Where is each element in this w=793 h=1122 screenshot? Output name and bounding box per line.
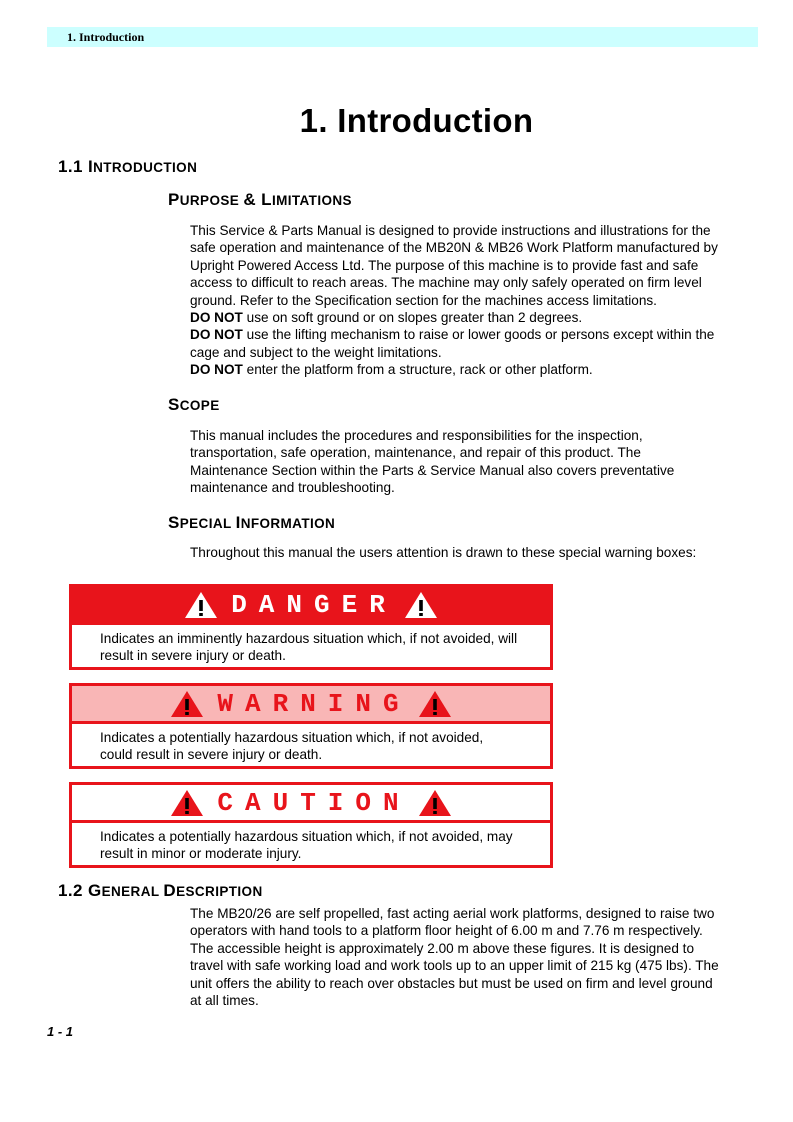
rule-3: DO NOT enter the platform from a structure, rack or other platform. — [190, 362, 593, 378]
general-description-paragraph: The MB20/26 are self propelled, fast acting aerial work platforms, designed to raise two operators with hand tools to a platform floor height of 6.00 m and 7.76 m respectively. The accessible height is approximately 2.00 m above these figures. It is designed to travel with safe working load and work tools up to an upper limit of 215 kg (475 lbs). The unit offers the ability to reach over obstacles but must be used on firm and level ground at all times. — [190, 906, 719, 1009]
running-header-label: 1. Introduction — [67, 30, 145, 44]
caution-banner — [72, 785, 550, 823]
page-number: 1 - 1 — [47, 1024, 74, 1039]
danger-word: DANGER — [231, 589, 397, 620]
warning-triangle-icon — [183, 590, 219, 620]
warning-triangle-icon — [417, 689, 453, 719]
danger-box — [69, 584, 553, 670]
caution-text: Indicates a potentially hazardous situation which, if not avoided, may result in minor or moderate injury. — [100, 829, 513, 862]
caution-box — [69, 782, 553, 868]
warning-triangle-icon — [417, 788, 453, 818]
scope-paragraph: This manual includes the procedures and responsibilities for the inspection, transportation, safe operation, maintenance, and repair of this product. The Maintenance Section within the Parts & Service Manual also covers preventative maintenance and troubleshooting. — [190, 428, 675, 496]
scope-heading: SCOPE — [168, 395, 220, 414]
warning-banner — [72, 686, 550, 724]
warning-triangle-icon — [169, 788, 205, 818]
special-information-heading: SPECIAL INFORMATION — [168, 513, 336, 532]
section-1-1-heading: 1.1 INTRODUCTION — [58, 157, 198, 176]
caution-word: CAUTION — [217, 787, 411, 818]
warning-text: Indicates a potentially hazardous situation which, if not avoided, could result in severe injury or death. — [100, 730, 484, 763]
rule-2: DO NOT use the lifting mechanism to raise or lower goods or persons except within the — [190, 327, 715, 343]
purpose-heading: PURPOSE & LIMITATIONS — [168, 190, 352, 209]
special-information-paragraph: Throughout this manual the users attention is drawn to these special warning boxes: — [190, 545, 697, 560]
warning-box — [69, 683, 553, 769]
rule-1: DO NOT use on soft ground or on slopes greater than 2 degrees. — [190, 310, 583, 326]
section-1-2-heading: 1.2 GENERAL DESCRIPTION — [58, 881, 263, 900]
warning-triangle-icon — [169, 689, 205, 719]
warning-word: WARNING — [217, 688, 411, 719]
purpose-paragraph: This Service & Parts Manual is designed to provide instructions and illustrations for the safe operation and maintenance of the MB20N & MB26 Work Platform manufactured by Upright Powered Access Ltd. The purpose of this machine is to provide fast and safe access to difficult to reach areas. The machine may only safely operated on firm level ground. Refer to the Specification section for the machines access limitations. DO NOT use on soft ground or on slopes greater than 2 degrees. DO NOT use the lifting mechanism to raise or lower goods or persons except within the cage and subject to the weight limitations. DO NOT enter the platform from a structure, rack or other platform. — [190, 222, 762, 379]
running-header — [47, 27, 758, 47]
warning-triangle-icon — [403, 590, 439, 620]
danger-text: Indicates an imminently hazardous situation which, if not avoided, will result in severe injury or death. — [100, 631, 518, 664]
page-title: 1. Introduction — [299, 102, 534, 139]
danger-banner — [72, 587, 550, 625]
